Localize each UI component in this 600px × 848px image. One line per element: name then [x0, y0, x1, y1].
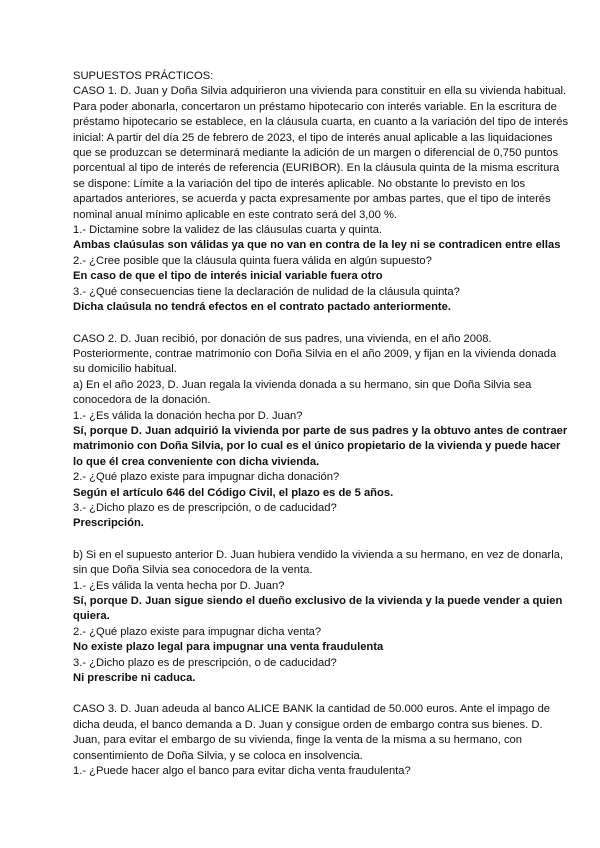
caso2-a-question-1: 1.- ¿Es válida la donación hecha por D. Juan?	[73, 409, 303, 422]
caso1-answer-3: Dicha claúsula no tendrá efectos en el contrato pactado anteriormente.	[73, 301, 451, 314]
caso1-answer-2: En caso de que el tipo de interés inicial variable fuera otro	[73, 270, 383, 283]
caso2-b-question-1: 1.- ¿Es válida la venta hecha por D. Juan?	[73, 579, 285, 592]
caso1-question-3: 3.- ¿Qué consecuencias tiene la declaración de nulidad de la cláusula quinta?	[73, 285, 460, 298]
caso3-intro: CASO 3. D. Juan adeuda al banco ALICE BANK la cantidad de 50.000 euros. Ante el impago de dicha deuda, el banco demanda a D. Juan y consigue orden de embargo contra sus bienes. D. Juan, para evitar el embargo de su vivienda, finge la venta de la misma a su hermano, con consentimiento de Doña Silvia, y se coloca en insolvencia.	[73, 703, 551, 762]
caso2-a-question-2: 2.- ¿Qué plazo existe para impugnar dicha donación?	[73, 471, 340, 484]
caso2-b-answer-2: No existe plazo legal para impugnar una venta fraudulenta	[73, 641, 384, 654]
caso2-a-answer-3: Prescripción.	[73, 517, 144, 530]
caso1-question-2: 2.- ¿Cree posible que la cláusula quinta fuera válida en algún supuesto?	[73, 254, 432, 267]
document-title: SUPUESTOS PRÁCTICOS:	[73, 70, 214, 82]
caso2-intro: CASO 2. D. Juan recibió, por donación de sus padres, una vivienda, en el año 2008. Posteriormente, contrae matrimonio con Doña Silvia en el año 2009, y fijan en la vivienda donada su domicilio habitual.	[73, 332, 557, 376]
caso3-question-1: 1.- ¿Puede hacer algo el banco para evitar dicha venta fraudulenta?	[73, 765, 411, 778]
caso1-question-1: 1.- Dictamine sobre la validez de las cláusulas cuarta y quinta.	[73, 224, 383, 237]
caso2-part-a-intro: a) En el año 2023, D. Juan regala la vivienda donada a su hermano, sin que Doña Silvia sea conocedora de la donación.	[73, 378, 532, 407]
caso1-intro: CASO 1. D. Juan y Doña Silvia adquirieron una vivienda para constituir en ella su vivienda habitual. Para poder abonarla, concertaron un préstamo hipotecario con interés variable. En la escritura de préstamo hipotecario se establece, en la cláusula cuarta, en cuanto a la variación del tipo de interés inicial: A partir del día 25 de febrero de 2023, el tipo de interés anual aplicable a las liquidaciones que se produzcan se determinará mediante la adición de un margen o diferencial de 0,750 puntos porcentual al tipo de interés de referencia (EURIBOR). En la cláusula quinta de la misma escritura se dispone: Límite a la variación del tipo de interés aplicable. No obstante lo previsto en los apartados anteriores, se acuerda y pacta expresamente por ambas partes, que el tipo de interés nominal anual mínimo aplicable en este contrato será del 3,00 %.	[73, 85, 569, 221]
caso1-answer-1: Ambas claúsulas son válidas ya que no van en contra de la ley ni se contradicen entre ellas	[73, 239, 561, 252]
caso2-a-answer-1: Sí, porque D. Juan adquirió la vivienda por parte de sus padres y la obtuvo antes de contraer matrimonio con Doña Silvia, por lo cual es el único propietario de la vivienda y puede hacer lo que él crea conveniente con dicha vivienda.	[73, 424, 568, 468]
caso2-b-question-2: 2.- ¿Qué plazo existe para impugnar dicha venta?	[73, 625, 322, 638]
caso2-b-answer-3: Ni prescribe ni caduca.	[73, 672, 196, 685]
section-gap	[73, 316, 570, 332]
caso2-a-answer-2: Según el artículo 646 del Código Civil, el plazo es de 5 años.	[73, 486, 394, 499]
section-gap	[73, 532, 570, 548]
caso2-b-question-3: 3.- ¿Dicho plazo es de prescripción, o de caducidad?	[73, 656, 337, 669]
section-gap	[73, 686, 570, 702]
caso2-a-question-3: 3.- ¿Dicho plazo es de prescripción, o de caducidad?	[73, 501, 337, 514]
caso2-b-answer-1: Sí, porque D. Juan sigue siendo el dueño exclusivo de la vivienda y la puede vender a quien quiera.	[73, 595, 563, 623]
caso2-part-b-intro: b) Si en el supuesto anterior D. Juan hubiera vendido la vivienda a su hermano, en vez de donarla, sin que Doña Silvia sea conocedora de la venta.	[73, 548, 564, 577]
